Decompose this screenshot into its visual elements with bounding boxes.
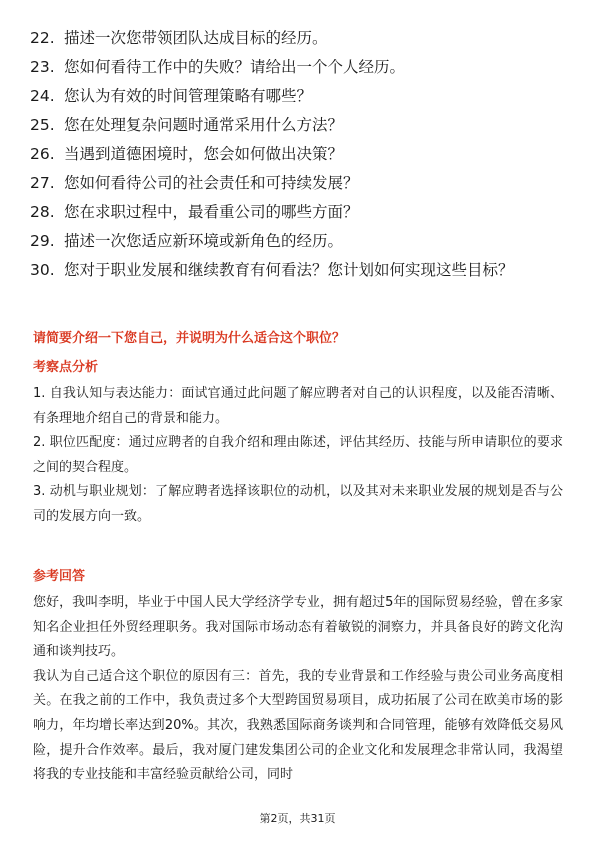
- question-text: 当遇到道德困境时，您会如何做出决策？: [64, 145, 344, 163]
- list-item: [30, 26, 570, 50]
- list-item: [30, 171, 570, 195]
- question-number: 25.: [30, 116, 55, 134]
- analysis-section: [33, 358, 563, 530]
- answer-section: [33, 567, 563, 788]
- question-text: 描述一次您适应新环境或新角色的经历。: [64, 232, 344, 250]
- page-footer: 第2页，共31页: [259, 812, 336, 825]
- question-text: 您如何看待公司的社会责任和可持续发展？: [64, 174, 359, 192]
- question-number: 23.: [30, 58, 55, 76]
- list-item: [30, 200, 570, 224]
- question-text: 您在求职过程中，最看重公司的哪些方面？: [64, 203, 359, 221]
- main-question-section: [33, 329, 563, 349]
- list-item: [30, 113, 570, 137]
- question-number: 26.: [30, 145, 55, 163]
- list-item: [30, 258, 570, 282]
- answer-paragraph: 我认为自己适合这个职位的原因有三：首先，我的专业背景和工作经验与贵公司业务高度相关。在我之前的工作中，我负责过多个大型跨国贸易项目，成功拓展了公司在欧美市场的影响力，年均增长率达到20%。其次，我熟悉国际商务谈判和合同管理，能够有效降低交易风险，提升合作效率。最后，我对厦门建发集团公司的企业文化和发展理念非常认同，我渴望将我的专业技能和丰富经验贡献给公司，同时: [33, 668, 563, 783]
- main-question-heading: 请简要介绍一下您自己，并说明为什么适合这个职位？: [33, 331, 346, 346]
- question-text: 您在处理复杂问题时通常采用什么方法？: [64, 116, 344, 134]
- question-number: 28.: [30, 203, 55, 221]
- question-text: 您如何看待工作中的失败？请给出一个个人经历。: [64, 58, 406, 76]
- question-number: 29.: [30, 232, 55, 250]
- list-item: [30, 229, 570, 253]
- answer-heading: 参考回答: [33, 569, 86, 584]
- question-number: 30.: [30, 261, 55, 279]
- question-number: 27.: [30, 174, 55, 192]
- list-item: [30, 55, 570, 79]
- list-item: [30, 84, 570, 108]
- question-number: 22.: [30, 29, 55, 47]
- question-number: 24.: [30, 87, 55, 105]
- analysis-point: 3. 动机与职业规划：了解应聘者选择该职位的动机，以及其对未来职业发展的规划是否与公司的发展方向一致。: [33, 484, 563, 524]
- question-text: 描述一次您带领团队达成目标的经历。: [64, 29, 328, 47]
- analysis-heading: 考察点分析: [33, 360, 99, 375]
- question-text: 您认为有效的时间管理策略有哪些？: [64, 87, 313, 105]
- analysis-point: 2. 职位匹配度：通过应聘者的自我介绍和理由陈述，评估其经历、技能与所申请职位的要求之间的契合程度。: [33, 435, 563, 475]
- list-item: [30, 142, 570, 166]
- question-text: 您对于职业发展和继续教育有何看法？您计划如何实现这些目标？: [64, 261, 514, 279]
- question-list: [30, 26, 570, 287]
- answer-paragraph: 您好，我叫李明，毕业于中国人民大学经济学专业，拥有超过5年的国际贸易经验，曾在多家知名企业担任外贸经理职务。我对国际市场动态有着敏锐的洞察力，并具备良好的跨文化沟通和谈判技巧。: [33, 595, 563, 660]
- analysis-point: 1. 自我认知与表达能力：面试官通过此问题了解应聘者对自己的认识程度，以及能否清晰、有条理地介绍自己的背景和能力。: [33, 386, 563, 426]
